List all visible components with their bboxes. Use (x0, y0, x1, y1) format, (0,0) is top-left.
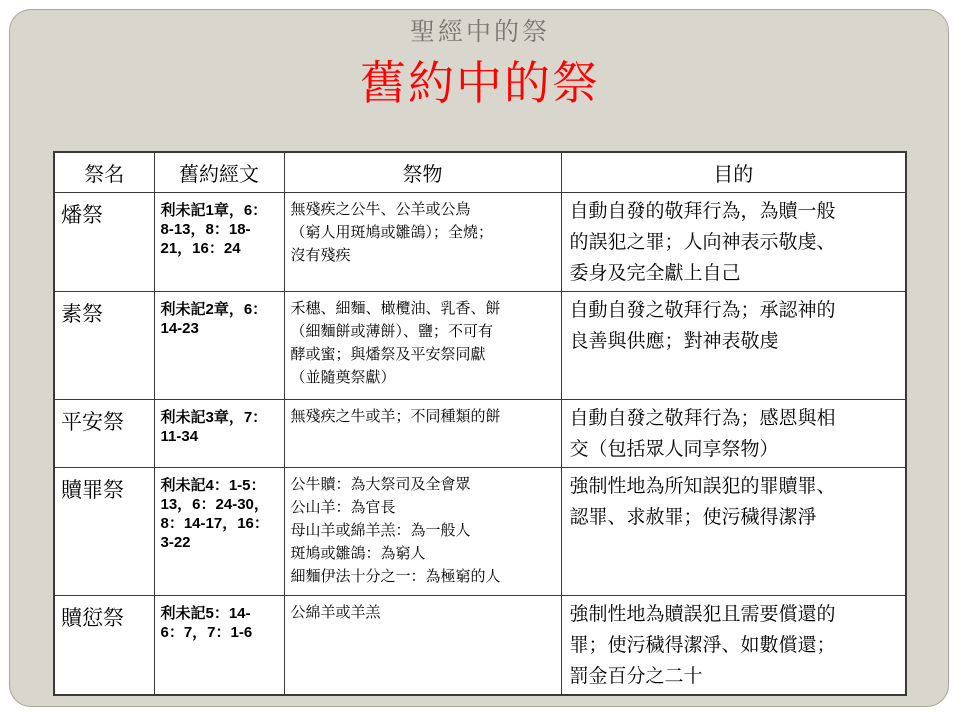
offering-items-cell: 禾穗、細麵、橄欖油、乳香、餅 （細麵餅或薄餅）、鹽；不可有 酵或蜜；與燔祭及平安祭同獻 （並隨奠祭獻） (284, 291, 561, 399)
offering-name-cell: 贖愆祭 (54, 595, 154, 695)
scripture-cell: 利未記2章，6： 14-23 (154, 291, 284, 399)
purpose-cell: 自動自發之敬拜行為；感恩與相 交（包括眾人同享祭物） (561, 399, 906, 467)
header-offering: 祭物 (284, 152, 561, 192)
purpose-cell: 自動自發的敬拜行為，為贖一般 的誤犯之罪；人向神表示敬虔、 委身及完全獻上自己 (561, 192, 906, 291)
offering-name-cell: 贖罪祭 (54, 467, 154, 595)
table-header-row (54, 152, 906, 192)
offerings-table (53, 151, 907, 696)
table-row (54, 399, 906, 467)
header-purpose: 目的 (561, 152, 906, 192)
purpose-cell: 強制性地為所知誤犯的罪贖罪、 認罪、求赦罪；使污穢得潔淨 (561, 467, 906, 595)
table-row (54, 467, 906, 595)
table-row (54, 192, 906, 291)
offering-name-cell: 平安祭 (54, 399, 154, 467)
offering-name-cell: 素祭 (54, 291, 154, 399)
offering-items-cell: 公牛贖：為大祭司及全會眾 公山羊：為官長 母山羊或綿羊羔：為一般人 斑鳩或雛鴿：為窮人 細麵伊法十分之一：為極窮的人 (284, 467, 561, 595)
header-name: 祭名 (54, 152, 154, 192)
offering-name-cell: 燔祭 (54, 192, 154, 291)
purpose-cell: 強制性地為贖誤犯且需要償還的 罪；使污穢得潔淨、如數償還； 罰金百分之二十 (561, 595, 906, 695)
header-scripture: 舊約經文 (154, 152, 284, 192)
scripture-cell: 利未記4：1-5： 13，6：24-30， 8：14-17，16： 3-22 (154, 467, 284, 595)
slide-title: 舊約中的祭 (360, 56, 600, 110)
offering-items-cell: 無殘疾之公牛、公羊或公鳥 （窮人用斑鳩或雛鴿）；全燒； 沒有殘疾 (284, 192, 561, 291)
offering-items-cell: 無殘疾之牛或羊；不同種類的餅 (284, 399, 561, 467)
offering-items-cell: 公綿羊或羊羔 (284, 595, 561, 695)
table-row (54, 595, 906, 695)
scripture-cell: 利未記1章，6： 8-13，8：18- 21，16：24 (154, 192, 284, 291)
slide-subtitle: 聖經中的祭 (409, 17, 550, 46)
purpose-cell: 自動自發之敬拜行為；承認神的 良善與供應；對神表敬虔 (561, 291, 906, 399)
scripture-cell: 利未記3章，7： 11-34 (154, 399, 284, 467)
table-row (54, 291, 906, 399)
scripture-cell: 利未記5：14- 6：7，7：1-6 (154, 595, 284, 695)
